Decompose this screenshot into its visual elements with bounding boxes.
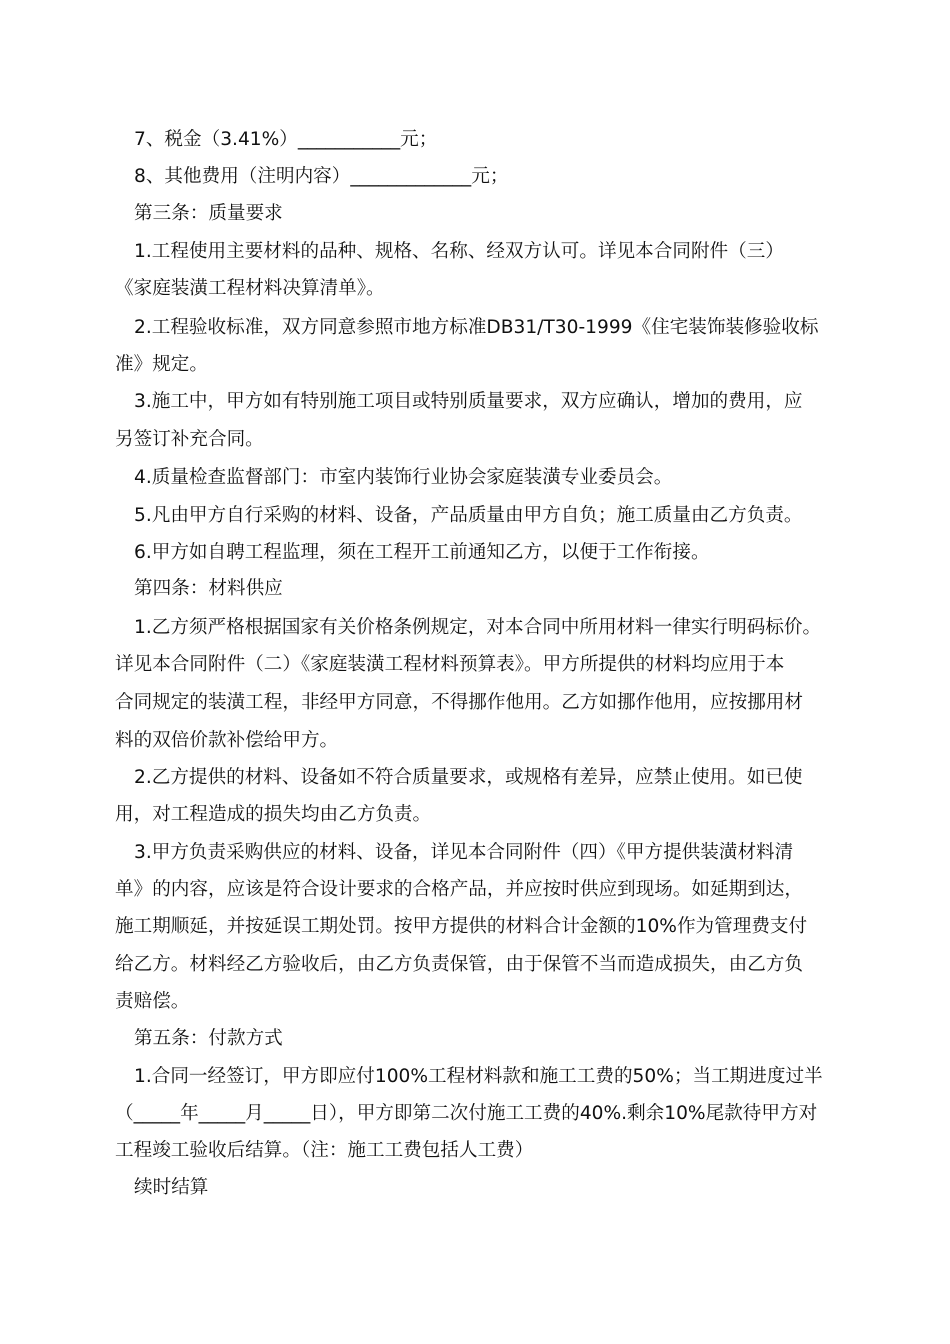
paragraph-line: 工程竣工验收后结算。（注：施工工费包括人工费） bbox=[115, 1140, 534, 1161]
paragraph-line: 《家庭装潢工程材料决算清单》。 bbox=[115, 278, 385, 299]
paragraph-line: 料的双倍价款补偿给甲方。 bbox=[115, 730, 339, 751]
paragraph-line: 另签订补充合同。 bbox=[115, 429, 264, 450]
paragraph-line: 用，对工程造成的损失均由乙方负责。 bbox=[115, 804, 432, 825]
paragraph-line: 准》规定。 bbox=[115, 354, 208, 375]
paragraph-line: 1.工程使用主要材料的品种、规格、名称、经双方认可。详见本合同附件（三） bbox=[134, 241, 784, 262]
paragraph-line: 责赔偿。 bbox=[115, 991, 190, 1012]
paragraph-line: （_____年_____月_____日），甲方即第二次付施工工费的40%.剩余10%尾款待甲方对 bbox=[115, 1103, 818, 1124]
paragraph-line: 给乙方。材料经乙方验收后，由乙方负责保管，由于保管不当而造成损失，由乙方负 bbox=[115, 954, 803, 975]
paragraph-line: 1.合同一经签订，甲方即应付100%工程材料款和施工工费的50%；当工期进度过半 bbox=[134, 1066, 823, 1087]
paragraph-line: 5.凡由甲方自行采购的材料、设备，产品质量由甲方自负；施工质量由乙方负责。 bbox=[134, 505, 803, 526]
paragraph-line: 2.乙方提供的材料、设备如不符合质量要求，或规格有差异，应禁止使用。如已使 bbox=[134, 767, 803, 788]
paragraph-line: 3.施工中，甲方如有特别施工项目或特别质量要求，双方应确认，增加的费用，应 bbox=[134, 391, 803, 412]
paragraph-line: 6.甲方如自聘工程监理，须在工程开工前通知乙方，以便于工作衔接。 bbox=[134, 542, 710, 563]
paragraph-line: 单》的内容，应该是符合设计要求的合格产品，并应按时供应到现场。如延期到达， bbox=[115, 879, 803, 900]
article-4-heading: 第四条：材料供应 bbox=[134, 578, 283, 599]
paragraph-line: 合同规定的装潢工程，非经甲方同意，不得挪作他用。乙方如挪作他用，应按挪用材 bbox=[115, 692, 803, 713]
article-3-heading: 第三条：质量要求 bbox=[134, 203, 283, 224]
tax-line: 7、税金（3.41%）___________元； bbox=[134, 129, 438, 150]
article-5-heading: 第五条：付款方式 bbox=[134, 1028, 283, 1049]
other-fees-line: 8、其他费用（注明内容）_____________元； bbox=[134, 166, 509, 187]
paragraph-line: 2.工程验收标准，双方同意参照市地方标准DB31/T30-1999《住宅装饰装修验收标 bbox=[134, 317, 819, 338]
paragraph-line: 4.质量检查监督部门：市室内装饰行业协会家庭装潢专业委员会。 bbox=[134, 467, 673, 488]
continued-settlement-line: 续时结算 bbox=[134, 1177, 209, 1198]
paragraph-line: 施工期顺延，并按延误工期处罚。按甲方提供的材料合计金额的10%作为管理费支付 bbox=[115, 916, 808, 937]
paragraph-line: 详见本合同附件（二）《家庭装潢工程材料预算表》。甲方所提供的材料均应用于本 bbox=[115, 654, 785, 675]
paragraph-line: 1.乙方须严格根据国家有关价格条例规定，对本合同中所用材料一律实行明码标价。 bbox=[134, 617, 822, 638]
paragraph-line: 3.甲方负责采购供应的材料、设备，详见本合同附件（四）《甲方提供装潢材料清 bbox=[134, 842, 794, 863]
